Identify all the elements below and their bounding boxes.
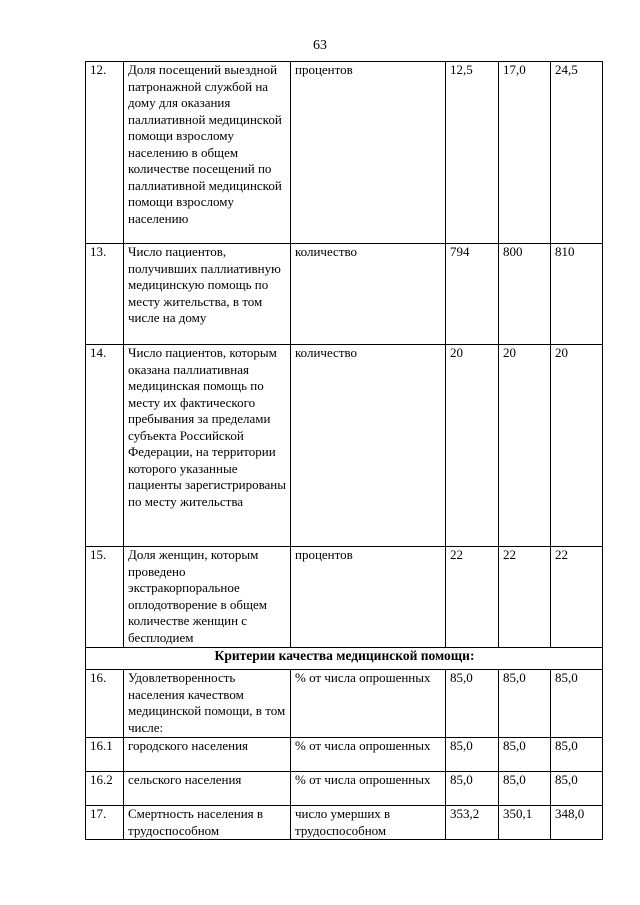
value-cell: 348,0 [551,806,603,840]
table-row [86,547,603,648]
value-cell: 20 [499,345,551,547]
value-cell: 20 [551,345,603,547]
unit-cell: количество [291,244,446,345]
table-row [86,806,603,840]
unit-cell: число умерших в трудоспособном [291,806,446,840]
value-cell: 85,0 [551,670,603,738]
table-row [86,670,603,738]
table-row [86,62,603,244]
section-header-row [86,648,603,670]
table-row [86,345,603,547]
value-cell: 85,0 [551,772,603,806]
row-number: 14. [86,345,124,547]
indicator-name: городского населения [124,738,291,772]
table-row [86,772,603,806]
value-cell: 794 [446,244,499,345]
value-cell: 22 [551,547,603,648]
value-cell: 12,5 [446,62,499,244]
indicator-name: Число пациентов, которым оказана паллиативная медицинская помощь по месту их фактического пребывания за пределами субъекта Российской Федерации, на территории которого указанные пациенты зарегистрированы по месту жительства [124,345,291,547]
row-number: 16. [86,670,124,738]
value-cell: 24,5 [551,62,603,244]
unit-cell: % от числа опрошенных [291,670,446,738]
indicator-name: Смертность населения в трудоспособном [124,806,291,840]
row-number: 16.1 [86,738,124,772]
indicator-name: Удовлетворенность населения качеством медицинской помощи, в том числе: [124,670,291,738]
value-cell: 17,0 [499,62,551,244]
row-number: 13. [86,244,124,345]
table-row [86,244,603,345]
table-row [86,738,603,772]
indicator-name: сельского населения [124,772,291,806]
value-cell: 22 [446,547,499,648]
unit-cell: % от числа опрошенных [291,772,446,806]
value-cell: 350,1 [499,806,551,840]
row-number: 16.2 [86,772,124,806]
unit-cell: % от числа опрошенных [291,738,446,772]
value-cell: 22 [499,547,551,648]
value-cell: 85,0 [499,772,551,806]
unit-cell: процентов [291,547,446,648]
page-number: 63 [313,38,327,53]
row-number: 15. [86,547,124,648]
value-cell: 800 [499,244,551,345]
indicator-name: Число пациентов, получивших паллиативную медицинскую помощь по месту жительства, в том числе на дому [124,244,291,345]
indicator-name: Доля посещений выездной патронажной службой на дому для оказания паллиативной медицинской помощи взрослому населению в общем количестве посещений по паллиативной медицинской помощи взрослому населению [124,62,291,244]
value-cell: 85,0 [499,738,551,772]
indicator-name: Доля женщин, которым проведено экстракорпоральное оплодотворение в общем количестве женщин с бесплодием [124,547,291,648]
unit-cell: количество [291,345,446,547]
value-cell: 85,0 [446,670,499,738]
value-cell: 353,2 [446,806,499,840]
value-cell: 20 [446,345,499,547]
indicators-table [85,61,603,840]
section-header: Критерии качества медицинской помощи: [86,648,603,670]
value-cell: 85,0 [446,772,499,806]
unit-cell: процентов [291,62,446,244]
value-cell: 85,0 [551,738,603,772]
value-cell: 85,0 [499,670,551,738]
row-number: 12. [86,62,124,244]
row-number: 17. [86,806,124,840]
value-cell: 85,0 [446,738,499,772]
value-cell: 810 [551,244,603,345]
